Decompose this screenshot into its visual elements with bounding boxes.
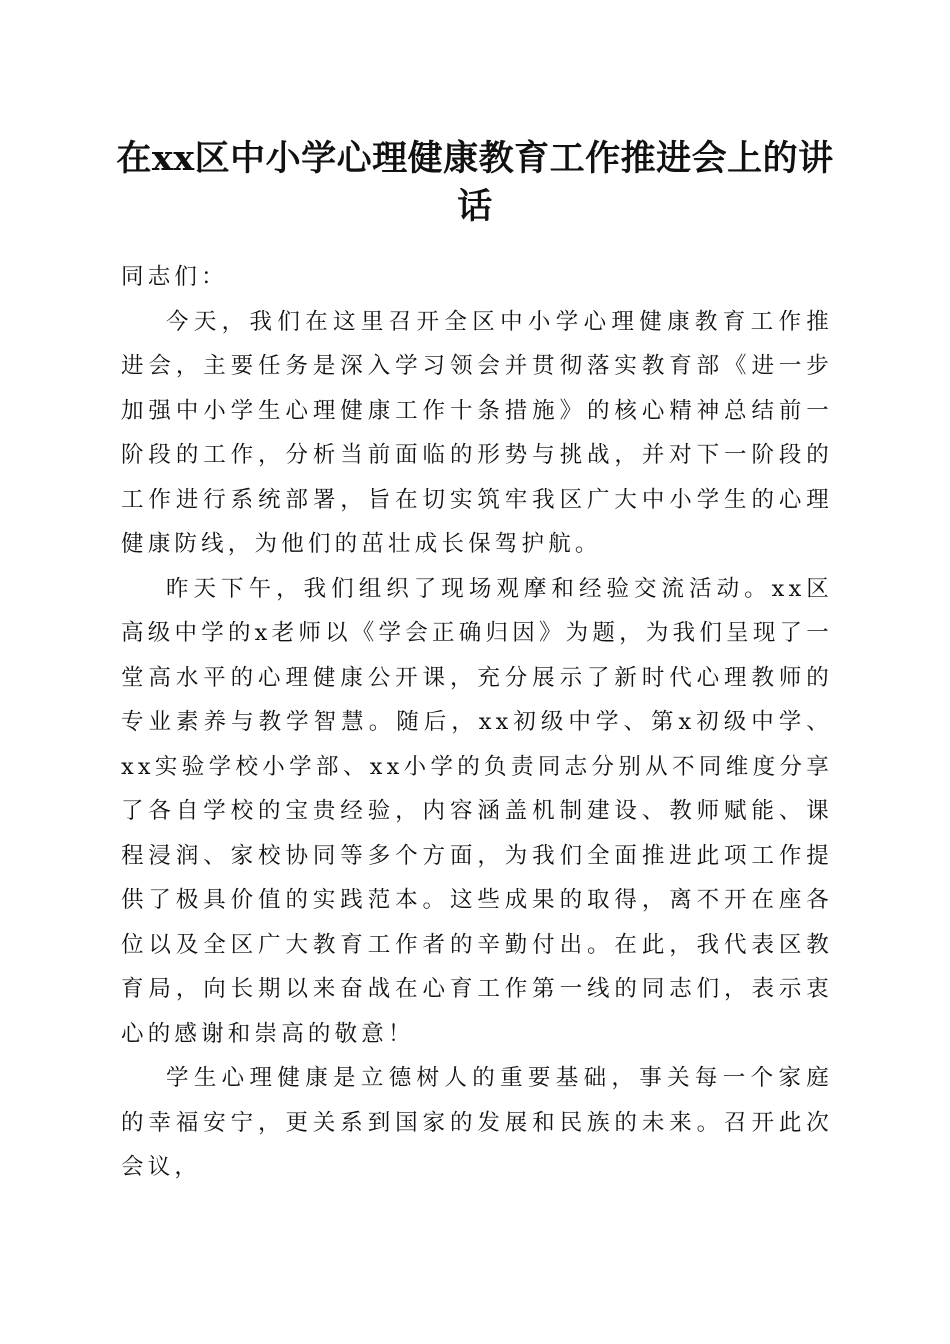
salutation: 同志们： <box>121 264 228 290</box>
paragraph-3: 学生心理健康是立德树人的重要基础，事关每一个家庭的幸福安宁，更关系到国家的发展和民族的未来。召开此次会议， <box>121 1065 833 1180</box>
document-title: 在xx区中小学心理健康教育工作推进会上的讲话 <box>116 138 834 227</box>
document-body <box>121 255 833 1190</box>
paragraph-1: 今天，我们在这里召开全区中小学心理健康教育工作推进会，主要任务是深入学习领会并贯彻落实教育部《进一步加强中小学生心理健康工作十条措施》的核心精神总结前一阶段的工作，分析当前面临的形势与挑战，并对下一阶段的工作进行系统部署，旨在切实筑牢我区广大中小学生的心理健康防线，为他们的茁壮成长保驾护航。 <box>121 308 833 557</box>
paragraph-2: 昨天下午，我们组织了现场观摩和经验交流活动。xx区高级中学的x老师以《学会正确归因》为题，为我们呈现了一堂高水平的心理健康公开课，充分展示了新时代心理教师的专业素养与教学智慧。随后，xx初级中学、第x初级中学、xx实验学校小学部、xx小学的负责同志分别从不同维度分享了各自学校的宝贵经验，内容涵盖机制建设、教师赋能、课程浸润、家校协同等多个方面，为我们全面推进此项工作提供了极具价值的实践范本。这些成果的取得，离不开在座各位以及全区广大教育工作者的辛勤付出。在此，我代表区教育局，向长期以来奋战在心育工作第一线的同志们，表示衷心的感谢和崇高的敬意！ <box>121 575 833 1047</box>
